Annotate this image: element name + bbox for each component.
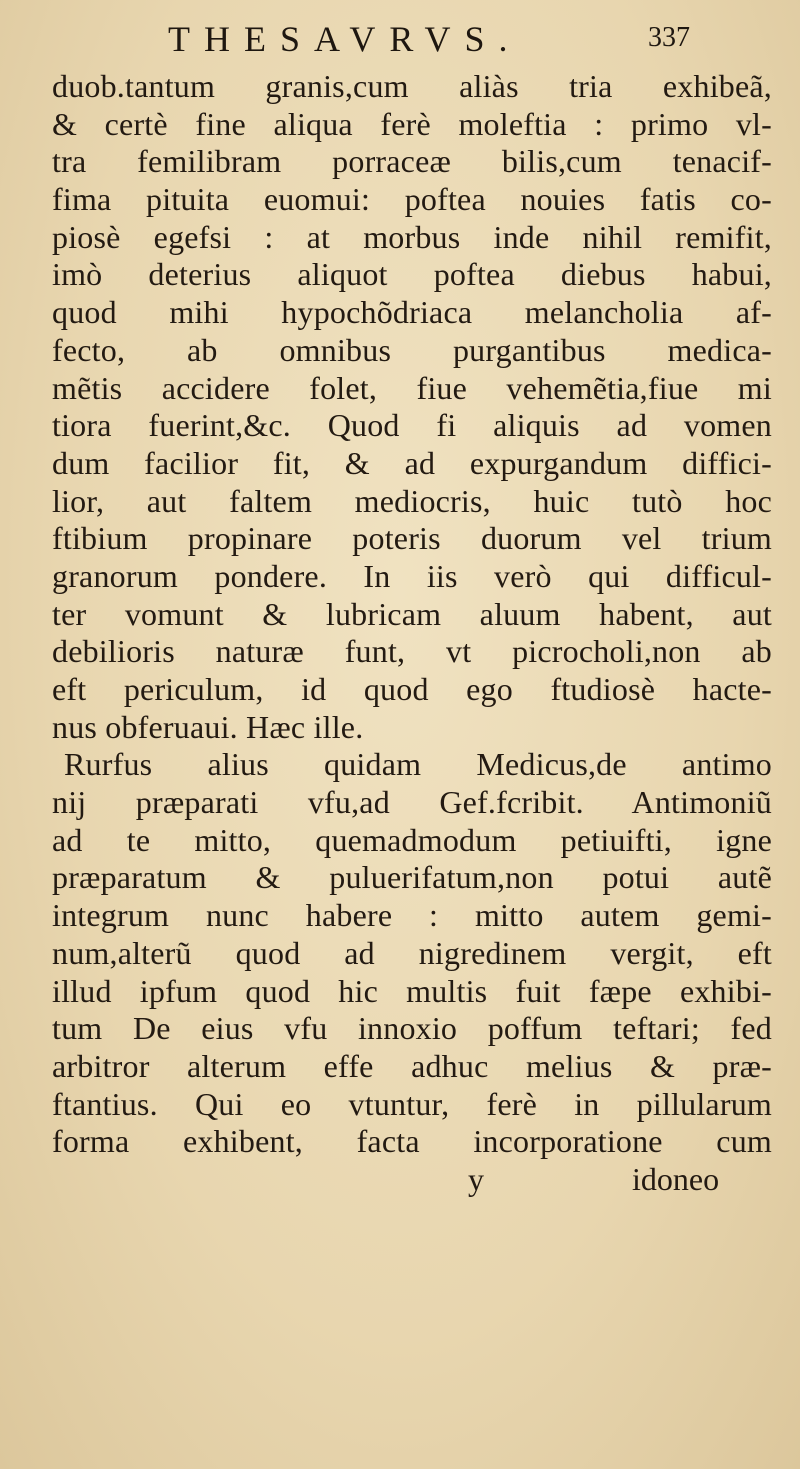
- signature-mark: y: [468, 1160, 484, 1197]
- text-line-24: num,alterũ quod ad nigredinem vergit, eft: [52, 934, 772, 971]
- text-line-12: lior, aut faltem mediocris, huic tutò hoc: [52, 482, 772, 519]
- text-line-6: imò deterius aliquot poftea diebus habui,: [52, 256, 772, 293]
- text-line-28: ftantius. Qui eo vtuntur, ferè in pillularum: [52, 1085, 772, 1122]
- text-line-19: Rurfus alius quidam Medicus,de antimo: [64, 746, 772, 783]
- body-text: [52, 68, 772, 1199]
- text-line-1: duob.tantum granis,cum aliàs tria exhibeã,: [52, 68, 772, 104]
- text-line-29: forma exhibent, facta incorporatione cum: [52, 1123, 772, 1160]
- text-line-26: tum De eius vfu innoxio poffum teftari; fed: [52, 1010, 772, 1047]
- text-line-18: nus obferuaui. Hæc ille.: [52, 708, 364, 745]
- page-number: 337: [648, 22, 690, 53]
- text-line-7: quod mihi hypochõdriaca melancholia af-: [52, 294, 772, 331]
- text-line-4: fima pituita euomui: poftea nouies fatis co-: [52, 181, 772, 218]
- text-line-15: ter vomunt & lubricam aluum habent, aut: [52, 595, 772, 632]
- text-line-3: tra femilibram porraceæ bilis,cum tenacif-: [52, 143, 772, 180]
- catchword: idoneo: [632, 1160, 720, 1197]
- text-line-13: ftibium propinare poteris duorum vel trium: [52, 520, 772, 557]
- text-line-2: & certè fine aliqua ferè moleftia : primo vl-: [52, 105, 772, 142]
- text-line-22: præparatum & puluerifatum,non potui autẽ: [52, 859, 772, 896]
- text-line-10: tiora fuerint,&c. Quod fi aliquis ad vomen: [52, 407, 772, 444]
- text-line-8: fecto, ab omnibus purgantibus medica-: [52, 331, 772, 368]
- page-header: [0, 8, 800, 68]
- text-line-25: illud ipfum quod hic multis fuit fæpe exhibi-: [52, 972, 772, 1009]
- page-footer: [52, 1161, 772, 1199]
- text-line-21: ad te mitto, quemadmodum petiuifti, igne: [52, 821, 772, 858]
- text-line-9: mẽtis accidere folet, fiue vehemẽtia,fiue mi: [52, 369, 772, 406]
- text-line-14: granorum pondere. In iis verò qui difficul-: [52, 557, 772, 594]
- text-line-16: debilioris naturæ funt, vt picrocholi,non ab: [52, 633, 772, 670]
- text-line-5: piosè egefsi : at morbus inde nihil remifit,: [52, 218, 772, 255]
- running-title: THESAVRVS.: [168, 19, 522, 59]
- text-line-23: integrum nunc habere : mitto autem gemi-: [52, 897, 772, 934]
- text-line-27: arbitror alterum effe adhuc melius & præ-: [52, 1047, 772, 1084]
- text-line-20: nij præparati vfu,ad Gef.fcribit. Antimoniũ: [52, 784, 772, 821]
- text-line-11: dum facilior fit, & ad expurgandum diffici-: [52, 444, 772, 481]
- text-line-17: eft periculum, id quod ego ftudiosè hacte-: [52, 671, 772, 707]
